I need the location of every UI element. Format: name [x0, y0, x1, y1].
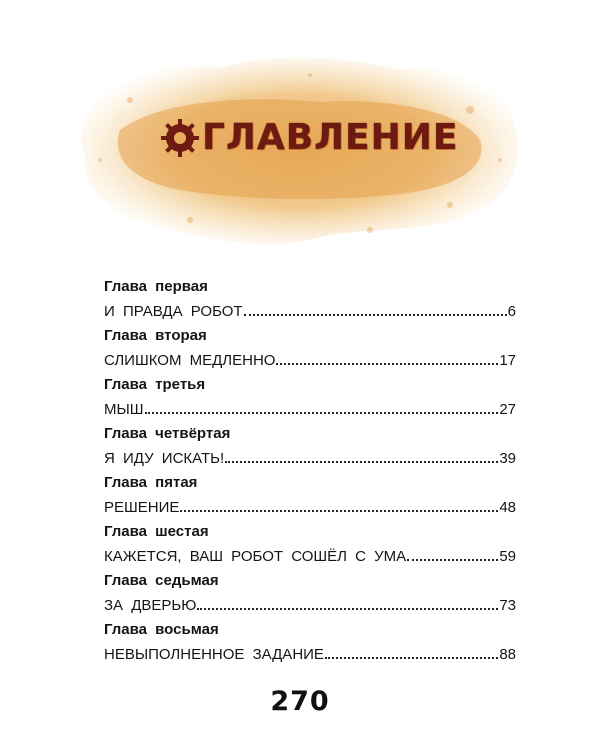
dot-leader	[276, 347, 498, 365]
chapter-title: МЫШ	[104, 401, 144, 418]
chapter-label: Глава восьмая	[104, 621, 219, 638]
chapter-entry	[104, 494, 516, 518]
dot-leader	[197, 592, 498, 610]
chapter-page: 17	[499, 352, 516, 369]
toc-title-text: ГЛАВЛЕНИЕ	[202, 117, 459, 158]
toc-chapter-3[interactable]	[104, 374, 516, 423]
page-number: 270	[270, 686, 330, 717]
gear-icon	[160, 118, 200, 158]
chapter-entry	[104, 592, 516, 616]
dot-leader	[225, 445, 498, 463]
dot-leader	[145, 396, 499, 414]
chapter-page: 73	[499, 597, 516, 614]
dot-leader	[407, 543, 498, 561]
chapter-page: 88	[499, 646, 516, 663]
chapter-title: СЛИШКОМ МЕДЛЕННО	[104, 352, 276, 369]
table-of-contents	[104, 276, 516, 668]
chapter-title: НЕВЫПОЛНЕННОЕ ЗАДАНИЕ	[104, 646, 324, 663]
chapter-page: 6	[507, 303, 516, 320]
dot-leader	[244, 298, 507, 316]
chapter-label: Глава третья	[104, 376, 206, 393]
toc-title	[160, 116, 458, 160]
chapter-label: Глава четвёртая	[104, 425, 231, 442]
chapter-page: 27	[499, 401, 516, 418]
chapter-label: Глава первая	[104, 278, 208, 295]
chapter-page: 59	[499, 548, 516, 565]
chapter-entry	[104, 396, 516, 420]
chapter-entry	[104, 347, 516, 371]
toc-chapter-2[interactable]	[104, 325, 516, 374]
chapter-title: ЗА ДВЕРЬЮ	[104, 597, 197, 614]
chapter-entry	[104, 641, 516, 665]
toc-chapter-7[interactable]	[104, 570, 516, 619]
chapter-label: Глава пятая	[104, 474, 198, 491]
toc-chapter-5[interactable]	[104, 472, 516, 521]
chapter-entry	[104, 543, 516, 567]
chapter-title: Я ИДУ ИСКАТЬ!	[104, 450, 225, 467]
chapter-title: КАЖЕТСЯ, ВАШ РОБОТ СОШЁЛ С УМА	[104, 548, 407, 565]
dot-leader	[325, 641, 498, 659]
toc-chapter-6[interactable]	[104, 521, 516, 570]
chapter-label: Глава седьмая	[104, 572, 219, 589]
chapter-page: 48	[499, 499, 516, 516]
chapter-entry	[104, 445, 516, 469]
dot-leader	[180, 494, 498, 512]
chapter-title: И ПРАВДА РОБОТ	[104, 303, 243, 320]
toc-chapter-4[interactable]	[104, 423, 516, 472]
chapter-label: Глава шестая	[104, 523, 209, 540]
chapter-label: Глава вторая	[104, 327, 207, 344]
chapter-page: 39	[499, 450, 516, 467]
chapter-title: РЕШЕНИЕ	[104, 499, 180, 516]
toc-chapter-1[interactable]	[104, 276, 516, 325]
toc-chapter-8[interactable]	[104, 619, 516, 668]
chapter-entry	[104, 298, 516, 322]
